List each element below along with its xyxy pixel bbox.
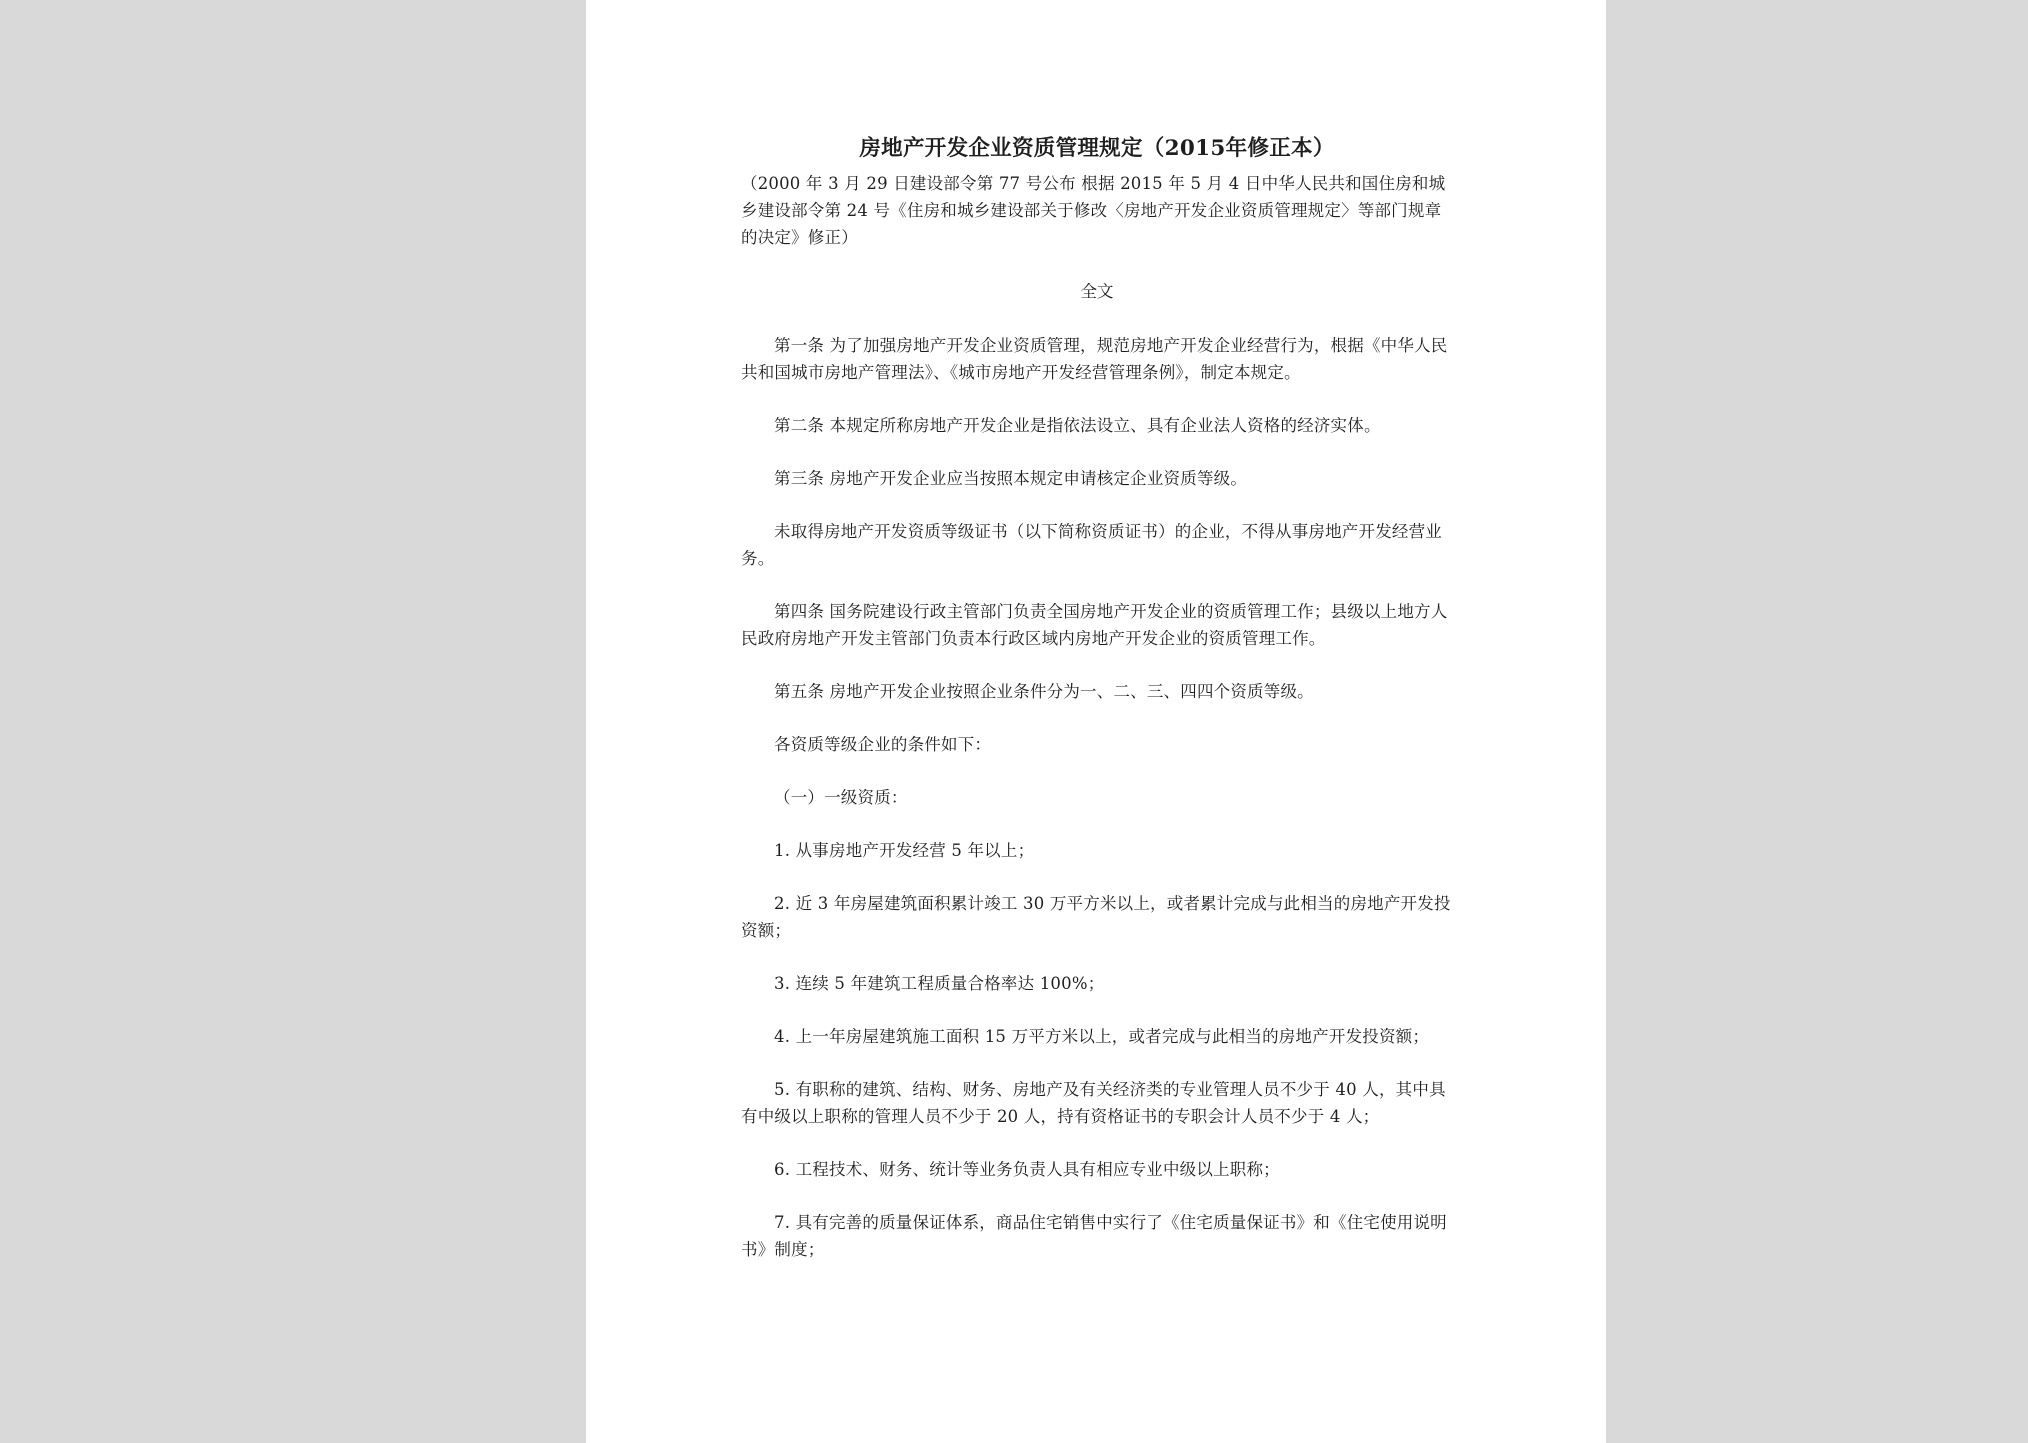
paragraph-article-3: 第三条 房地产开发企业应当按照本规定申请核定企业资质等级。	[774, 469, 1248, 488]
document-page	[586, 0, 1606, 1443]
document-title: 房地产开发企业资质管理规定（2015年修正本）	[859, 136, 1335, 161]
paragraph-article-4: 第四条 国务院建设行政主管部门负责全国房地产开发企业的资质管理工作；县级以上地方人民政府房地产开发主管部门负责本行政区域内房地产开发企业的资质管理工作。	[741, 602, 1448, 648]
fulltext-heading: 全文	[1080, 282, 1114, 301]
paragraph-article-3-cont: 未取得房地产开发资质等级证书（以下简称资质证书）的企业，不得从事房地产开发经营业务。	[741, 522, 1442, 568]
document-subtitle: （2000 年 3 月 29 日建设部令第 77 号公布 根据 2015 年 5 月 4 日中华人民共和国住房和城乡建设部令第 24 号《住房和城乡建设部关于修改〈房地产开发企业资质管理规定〉等部门规章的决定》修正）	[741, 174, 1446, 247]
list-item: 4. 上一年房屋建筑施工面积 15 万平方米以上，或者完成与此相当的房地产开发投资额；	[774, 1027, 1430, 1046]
document-content	[741, 132, 1453, 1263]
list-item: 5. 有职称的建筑、结构、财务、房地产及有关经济类的专业管理人员不少于 40 人，其中具有中级以上职称的管理人员不少于 20 人，持有资格证书的专职会计人员不少于 4 人；	[741, 1080, 1446, 1126]
list-item: 2. 近 3 年房屋建筑面积累计竣工 30 万平方米以上，或者累计完成与此相当的房地产开发投资额；	[741, 894, 1451, 940]
list-item: 6. 工程技术、财务、统计等业务负责人具有相应专业中级以上职称；	[774, 1160, 1280, 1179]
list-item: 7. 具有完善的质量保证体系，商品住宅销售中实行了《住宅质量保证书》和《住宅使用说明书》制度；	[741, 1213, 1447, 1259]
paragraph-conditions-intro: 各资质等级企业的条件如下：	[774, 735, 992, 754]
list-item: 1. 从事房地产开发经营 5 年以上；	[774, 841, 1035, 860]
paragraph-article-5: 第五条 房地产开发企业按照企业条件分为一、二、三、四四个资质等级。	[774, 682, 1314, 701]
paragraph-article-1: 第一条 为了加强房地产开发企业资质管理，规范房地产开发企业经营行为，根据《中华人民共和国城市房地产管理法》、《城市房地产开发经营管理条例》，制定本规定。	[741, 336, 1448, 382]
paragraph-article-2: 第二条 本规定所称房地产开发企业是指依法设立、具有企业法人资格的经济实体。	[774, 416, 1381, 435]
list-item: 3. 连续 5 年建筑工程质量合格率达 100%；	[774, 974, 1105, 993]
paragraph-level-1-heading: （一）一级资质：	[774, 788, 908, 807]
